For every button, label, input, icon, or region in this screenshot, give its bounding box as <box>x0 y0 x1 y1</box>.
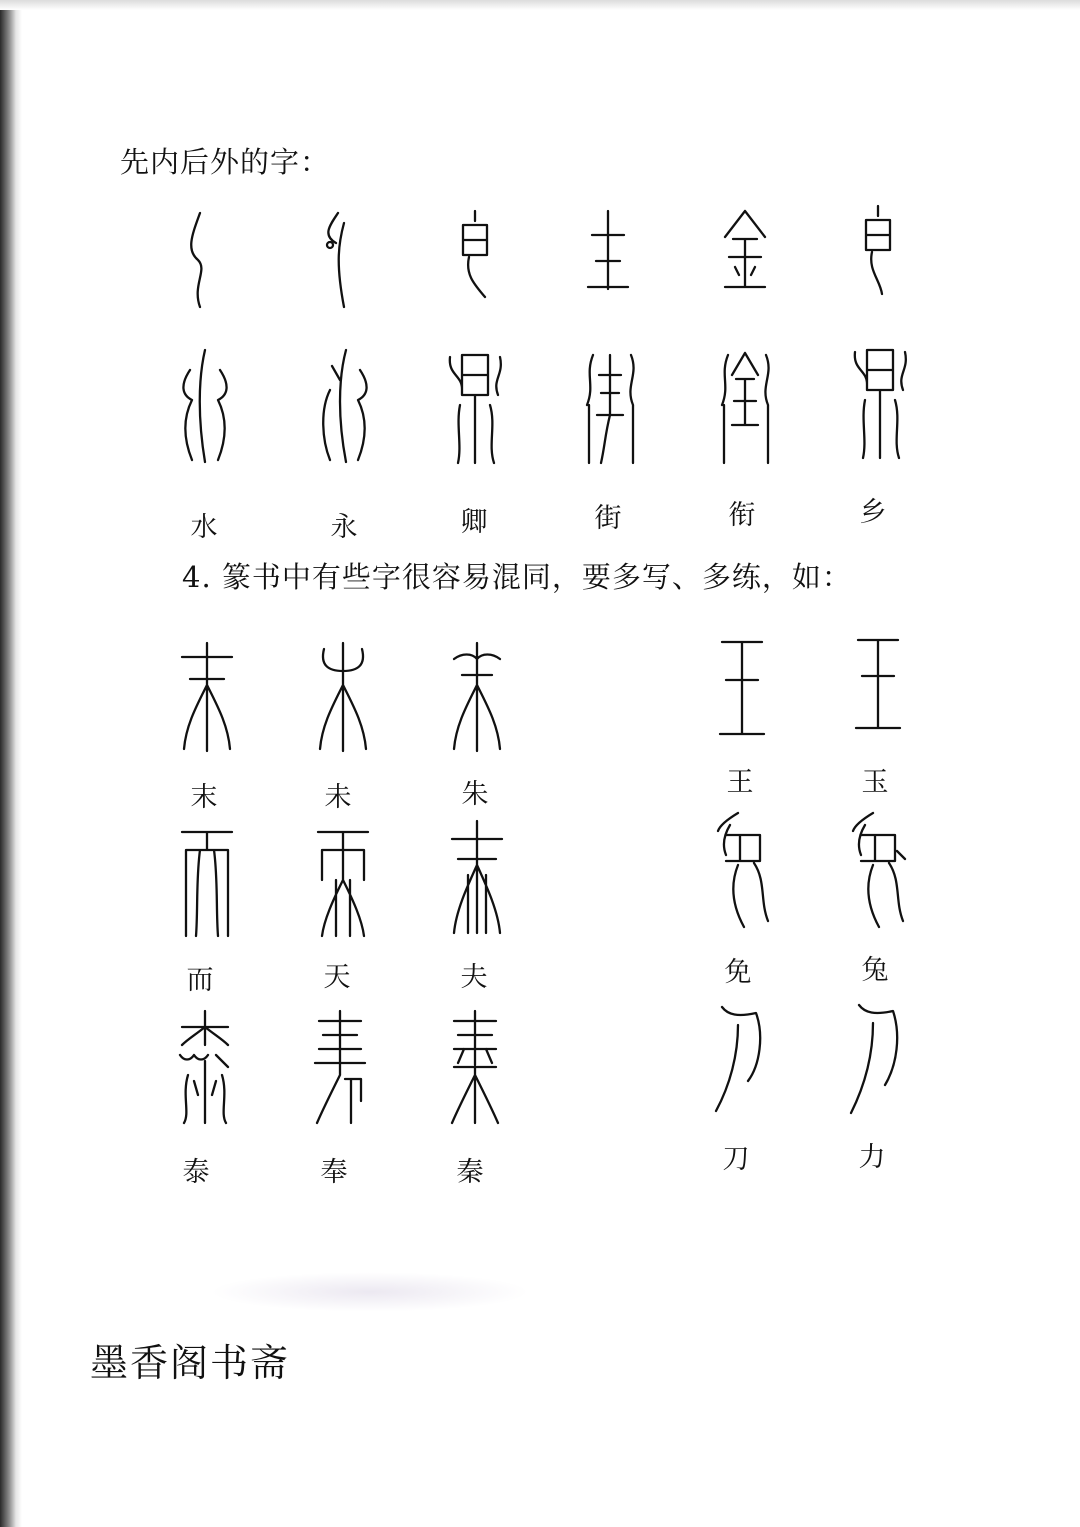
seal-char-zhu <box>442 635 512 755</box>
seal-char-mo <box>172 635 242 755</box>
seal-char-tai <box>170 1005 240 1130</box>
seal-char-fu <box>442 815 512 940</box>
seal-char-xian <box>710 345 780 470</box>
label-wang: 王 <box>726 767 754 798</box>
label-mian: 免 <box>724 957 752 988</box>
label-shui: 水 <box>190 512 218 543</box>
seal-char-wei <box>308 635 378 755</box>
seal-component-4 <box>578 205 638 295</box>
label-qing: 卿 <box>460 507 488 538</box>
label-tu: 兔 <box>861 955 889 986</box>
seal-component-5 <box>715 205 775 295</box>
section-heading-confusable: 4. 篆书中有些字很容易混同，要多写、多练，如： <box>182 560 852 594</box>
label-tian: 天 <box>323 962 351 993</box>
seal-char-shui <box>170 340 240 470</box>
label-xiang: 乡 <box>859 497 887 528</box>
seal-char-qing <box>440 345 510 470</box>
section-heading-inside-first: 先内后外的字： <box>120 145 331 179</box>
print-smudge <box>210 1272 530 1312</box>
seal-char-wang <box>712 630 772 740</box>
label-mo: 末 <box>190 782 218 813</box>
seal-char-xiang <box>845 340 915 465</box>
label-dao: 刀 <box>722 1144 750 1175</box>
seal-char-yu <box>848 630 908 735</box>
seal-char-mian <box>710 805 775 935</box>
seal-char-tu <box>845 805 910 935</box>
label-feng: 奉 <box>320 1157 348 1188</box>
page-edge-shadow <box>0 0 22 1527</box>
seal-char-jie <box>575 345 645 470</box>
label-er: 而 <box>186 965 214 996</box>
label-yong: 永 <box>330 512 358 543</box>
seal-char-qin <box>440 1005 510 1130</box>
label-yu: 玉 <box>861 767 889 798</box>
label-jie: 街 <box>594 503 622 534</box>
seal-component-1 <box>178 205 228 315</box>
seal-char-tian <box>308 820 378 940</box>
seal-char-yong <box>308 340 378 470</box>
footer-watermark: 墨香阁书斋 <box>90 1341 291 1385</box>
page-top-shadow <box>0 0 1080 10</box>
seal-char-li <box>843 995 908 1120</box>
seal-char-feng <box>305 1005 375 1130</box>
seal-component-2 <box>308 205 368 315</box>
label-zhu: 朱 <box>461 779 489 810</box>
label-xian: 衔 <box>728 500 756 531</box>
label-qin: 秦 <box>456 1157 484 1188</box>
label-wei: 未 <box>324 782 352 813</box>
label-tai: 泰 <box>182 1157 210 1188</box>
seal-component-3 <box>445 205 505 305</box>
seal-char-dao <box>708 995 773 1120</box>
label-li: 力 <box>858 1142 886 1173</box>
label-fu: 夫 <box>460 962 488 993</box>
seal-char-er <box>172 820 242 940</box>
seal-component-6 <box>848 200 908 300</box>
